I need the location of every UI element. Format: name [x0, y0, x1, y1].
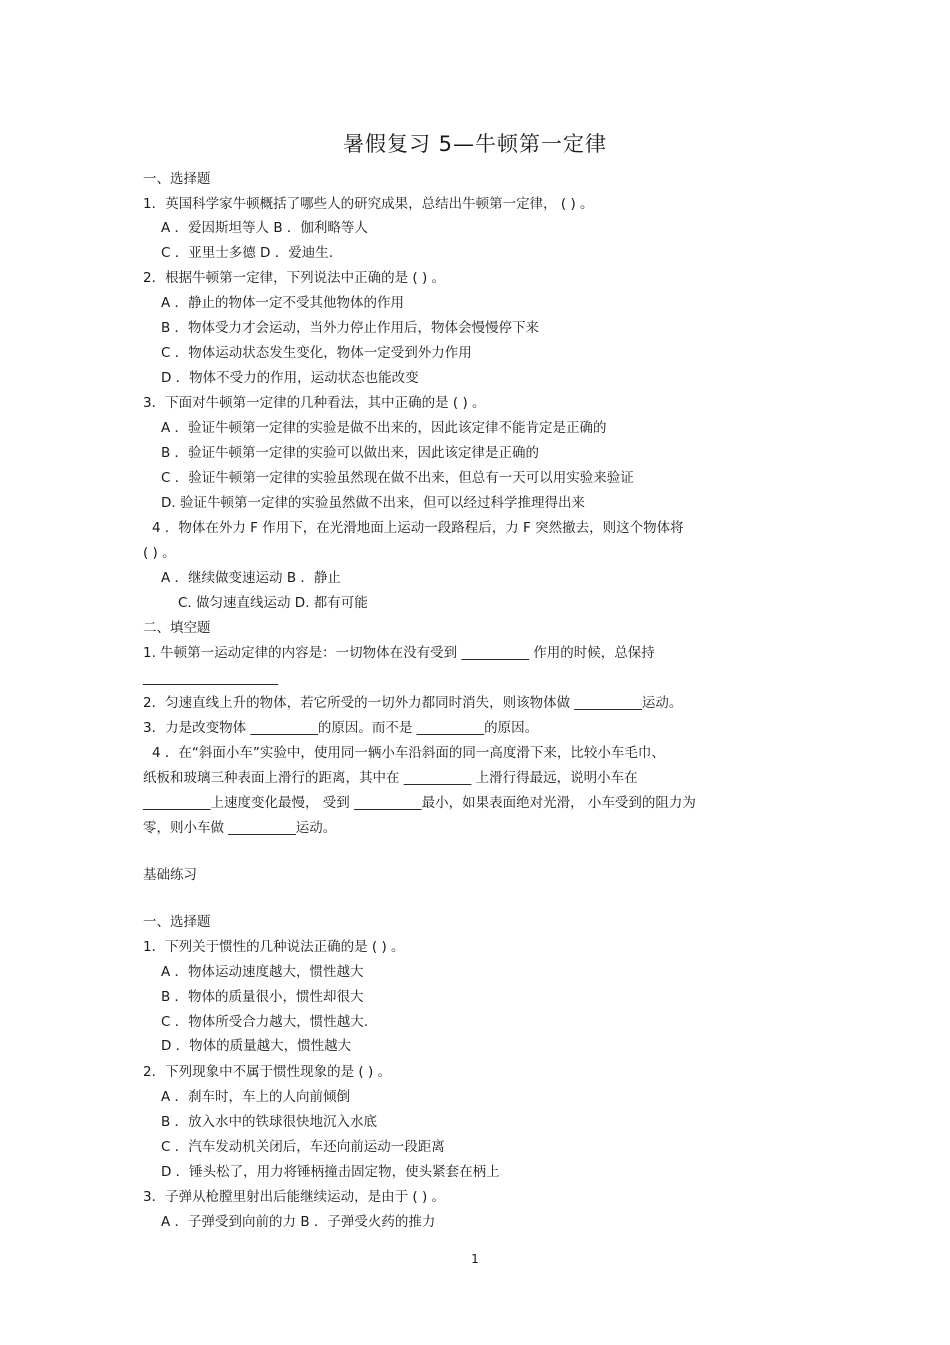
option-line: D. 验证牛顿第一定律的实验虽然做不出来，但可以经过科学推理得出来 — [161, 495, 585, 511]
question-text: 4 ．物体在外力 F 作用下，在光滑地面上运动一段路程后，力 F 突然撤去，则这个物体将 — [152, 520, 684, 536]
option-line: B ．物体的质量很小，惯性却很大 — [161, 989, 364, 1005]
option-line: C ．物体所受合力越大，惯性越大. — [161, 1014, 369, 1030]
option-line: C. 做匀速直线运动 D. 都有可能 — [178, 595, 368, 611]
page-number: 1 — [471, 1252, 479, 1266]
blank-line: ____________________ — [143, 670, 278, 686]
option-line: D ．物体不受力的作用，运动状态也能改变 — [161, 370, 419, 386]
question-text: 纸板和玻璃三种表面上滑行的距离，其中在 __________ 上滑行得最远，说明小车在 — [143, 770, 638, 786]
option-line: C ．亚里士多德 D ．爱迪生. — [161, 245, 333, 261]
option-line: D ．锤头松了，用力将锤柄撞击固定物，使头紧套在柄上 — [161, 1164, 500, 1180]
question-text: 2．根据牛顿第一定律，下列说法中正确的是 ( ) 。 — [143, 270, 445, 286]
section-heading: 一、选择题 — [143, 914, 211, 930]
option-line: A ．爱因斯坦等人 B ．伽利略等人 — [161, 220, 368, 236]
section-heading: 二、填空题 — [143, 620, 211, 636]
option-line: A ．静止的物体一定不受其他物体的作用 — [161, 295, 405, 311]
question-text: 3．下面对牛顿第一定律的几种看法，其中正确的是 ( ) 。 — [143, 395, 486, 411]
question-text: 3．子弹从枪膛里射出后能继续运动，是由于 ( ) 。 — [143, 1189, 445, 1205]
question-text: 1．下列关于惯性的几种说法正确的是 ( ) 。 — [143, 939, 405, 955]
option-line: A ．验证牛顿第一定律的实验是做不出来的，因此该定律不能肯定是正确的 — [161, 420, 607, 436]
option-line: A ．刹车时，车上的人向前倾倒 — [161, 1089, 351, 1105]
question-text: 2．下列现象中不属于惯性现象的是 ( ) 。 — [143, 1064, 391, 1080]
question-text: 零，则小车做 __________运动。 — [143, 820, 337, 836]
question-text: 1．英国科学家牛顿概括了哪些人的研究成果，总结出牛顿第一定律， ( ) 。 — [143, 196, 594, 212]
option-line: A ．子弹受到向前的力 B ．子弹受火药的推力 — [161, 1214, 436, 1230]
question-text: 2．匀速直线上升的物体，若它所受的一切外力都同时消失，则该物体做 __________运动。 — [143, 695, 683, 711]
option-line: A ．物体运动速度越大，惯性越大 — [161, 964, 364, 980]
question-text: __________上速度变化最慢， 受到 __________最小，如果表面绝对光滑， 小车受到的阻力为 — [143, 795, 696, 811]
section-heading: 基础练习 — [143, 867, 197, 883]
option-line: D ．物体的质量越大，惯性越大 — [161, 1038, 352, 1054]
question-text: 3．力是改变物体 __________的原因。而不是 __________的原因。 — [143, 720, 539, 736]
option-line: C ．验证牛顿第一定律的实验虽然现在做不出来，但总有一天可以用实验来验证 — [161, 470, 634, 486]
option-line: C ．汽车发动机关闭后，车还向前运动一段距离 — [161, 1139, 445, 1155]
option-line: A ．继续做变速运动 B ．静止 — [161, 570, 341, 586]
question-text: ( ) 。 — [143, 545, 176, 561]
option-line: B ．验证牛顿第一定律的实验可以做出来，因此该定律是正确的 — [161, 445, 540, 461]
page-title: 暑假复习 5—牛顿第一定律 — [342, 132, 608, 156]
option-line: B ．物体受力才会运动，当外力停止作用后，物体会慢慢停下来 — [161, 320, 540, 336]
option-line: B ．放入水中的铁球很快地沉入水底 — [161, 1114, 378, 1130]
option-line: C ．物体运动状态发生变化，物体一定受到外力作用 — [161, 345, 472, 361]
section-heading: 一、选择题 — [143, 171, 211, 187]
question-text: 4 ．在“斜面小车”实验中，使用同一辆小车沿斜面的同一高度滑下来，比较小车毛巾、 — [152, 745, 665, 761]
question-text: 1. 牛顿第一运动定律的内容是：一切物体在没有受到 __________ 作用的时候，总保持 — [143, 645, 655, 661]
